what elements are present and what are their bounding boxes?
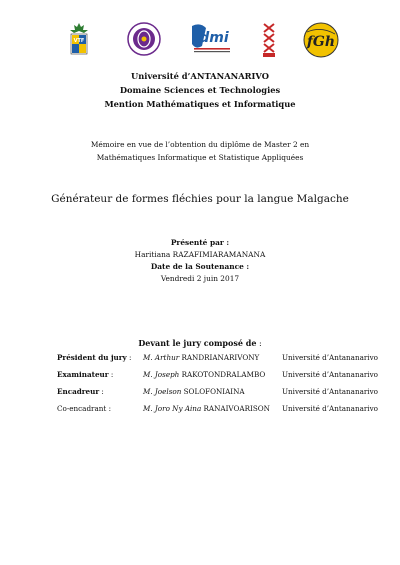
logos-row: [0, 22, 400, 62]
jury-role: [57, 387, 104, 396]
document-title: Générateur de formes fléchies pour la langue Malgache: [51, 193, 349, 205]
jury-institution: Université d’Antananarivo: [282, 404, 378, 413]
jury-row: [0, 387, 400, 397]
fgh-text: fGh: [306, 34, 336, 50]
dmi-text: dmi: [199, 30, 229, 46]
jury-person-last: RANAIVOARISON: [203, 404, 270, 413]
jury-role: [57, 370, 113, 379]
jury-person-first: M. Joro Ny Aina: [143, 404, 204, 413]
domain-name: Domaine Sciences et Technologies: [119, 85, 281, 95]
jury-role-colon: :: [99, 387, 104, 396]
faculty-seal-icon: [127, 22, 161, 56]
mention-name: Mention Mathématiques et Informatique: [104, 99, 296, 109]
jury-row: [0, 404, 400, 414]
jury-person-first: M. Joelson: [143, 387, 184, 396]
jury-role-label: Président du jury: [57, 353, 127, 362]
fgh-logo: [303, 22, 339, 58]
jury-row: [0, 370, 400, 380]
defense-label: Date de la Soutenance :: [150, 262, 250, 271]
jury-institution: Université d’Antananarivo: [282, 387, 378, 396]
jury-institution: Université d’Antananarivo: [282, 370, 378, 379]
jury-heading-text: Devant le jury composé de: [138, 338, 257, 348]
dmi-logo: [190, 22, 232, 56]
jury-row: [0, 353, 400, 363]
university-name: Université d’ANTANANARIVO: [131, 71, 269, 81]
author-name: Haritiana RAZAFIMIARAMANANA: [134, 250, 266, 259]
jury-role-colon: :: [106, 404, 112, 413]
emblem-text: VTF: [73, 38, 85, 44]
jury-role: [57, 404, 111, 413]
jury-institution: Université d’Antananarivo: [282, 353, 378, 362]
jury-heading: [0, 338, 400, 348]
jury-role-label: Co-encadrant: [57, 404, 107, 413]
memoire-line-1: Mémoire en vue de l’obtention du diplôme de Master 2 en: [90, 140, 310, 149]
jury-role: [57, 353, 131, 362]
jury-person-last: RAKOTONDRALAMBO: [181, 370, 266, 379]
jury-person: [143, 353, 259, 362]
red-pattern-icon: [263, 22, 275, 58]
jury-person-first: M. Arthur: [143, 353, 182, 362]
jury-role-colon: :: [108, 370, 114, 379]
jury-heading-colon: :: [256, 339, 262, 348]
jury-person-first: M. Joseph: [143, 370, 182, 379]
jury-role-label: Examinateur: [57, 370, 109, 379]
jury-person-last: SOLOFONIAINA: [183, 387, 245, 396]
jury-person: [143, 370, 265, 379]
jury-person: [143, 404, 270, 413]
jury-role-label: Encadreur: [57, 387, 100, 396]
jury-person: [143, 387, 245, 396]
defense-date: Vendredi 2 juin 2017: [160, 274, 240, 283]
memoire-line-2: Mathématiques Informatique et Statistique Appliquées: [96, 153, 304, 162]
jury-person-last: RANDRIANARIVONY: [181, 353, 260, 362]
presented-label: Présenté par :: [170, 238, 230, 247]
jury-role-colon: :: [126, 353, 132, 362]
university-emblem-icon: [68, 22, 90, 56]
